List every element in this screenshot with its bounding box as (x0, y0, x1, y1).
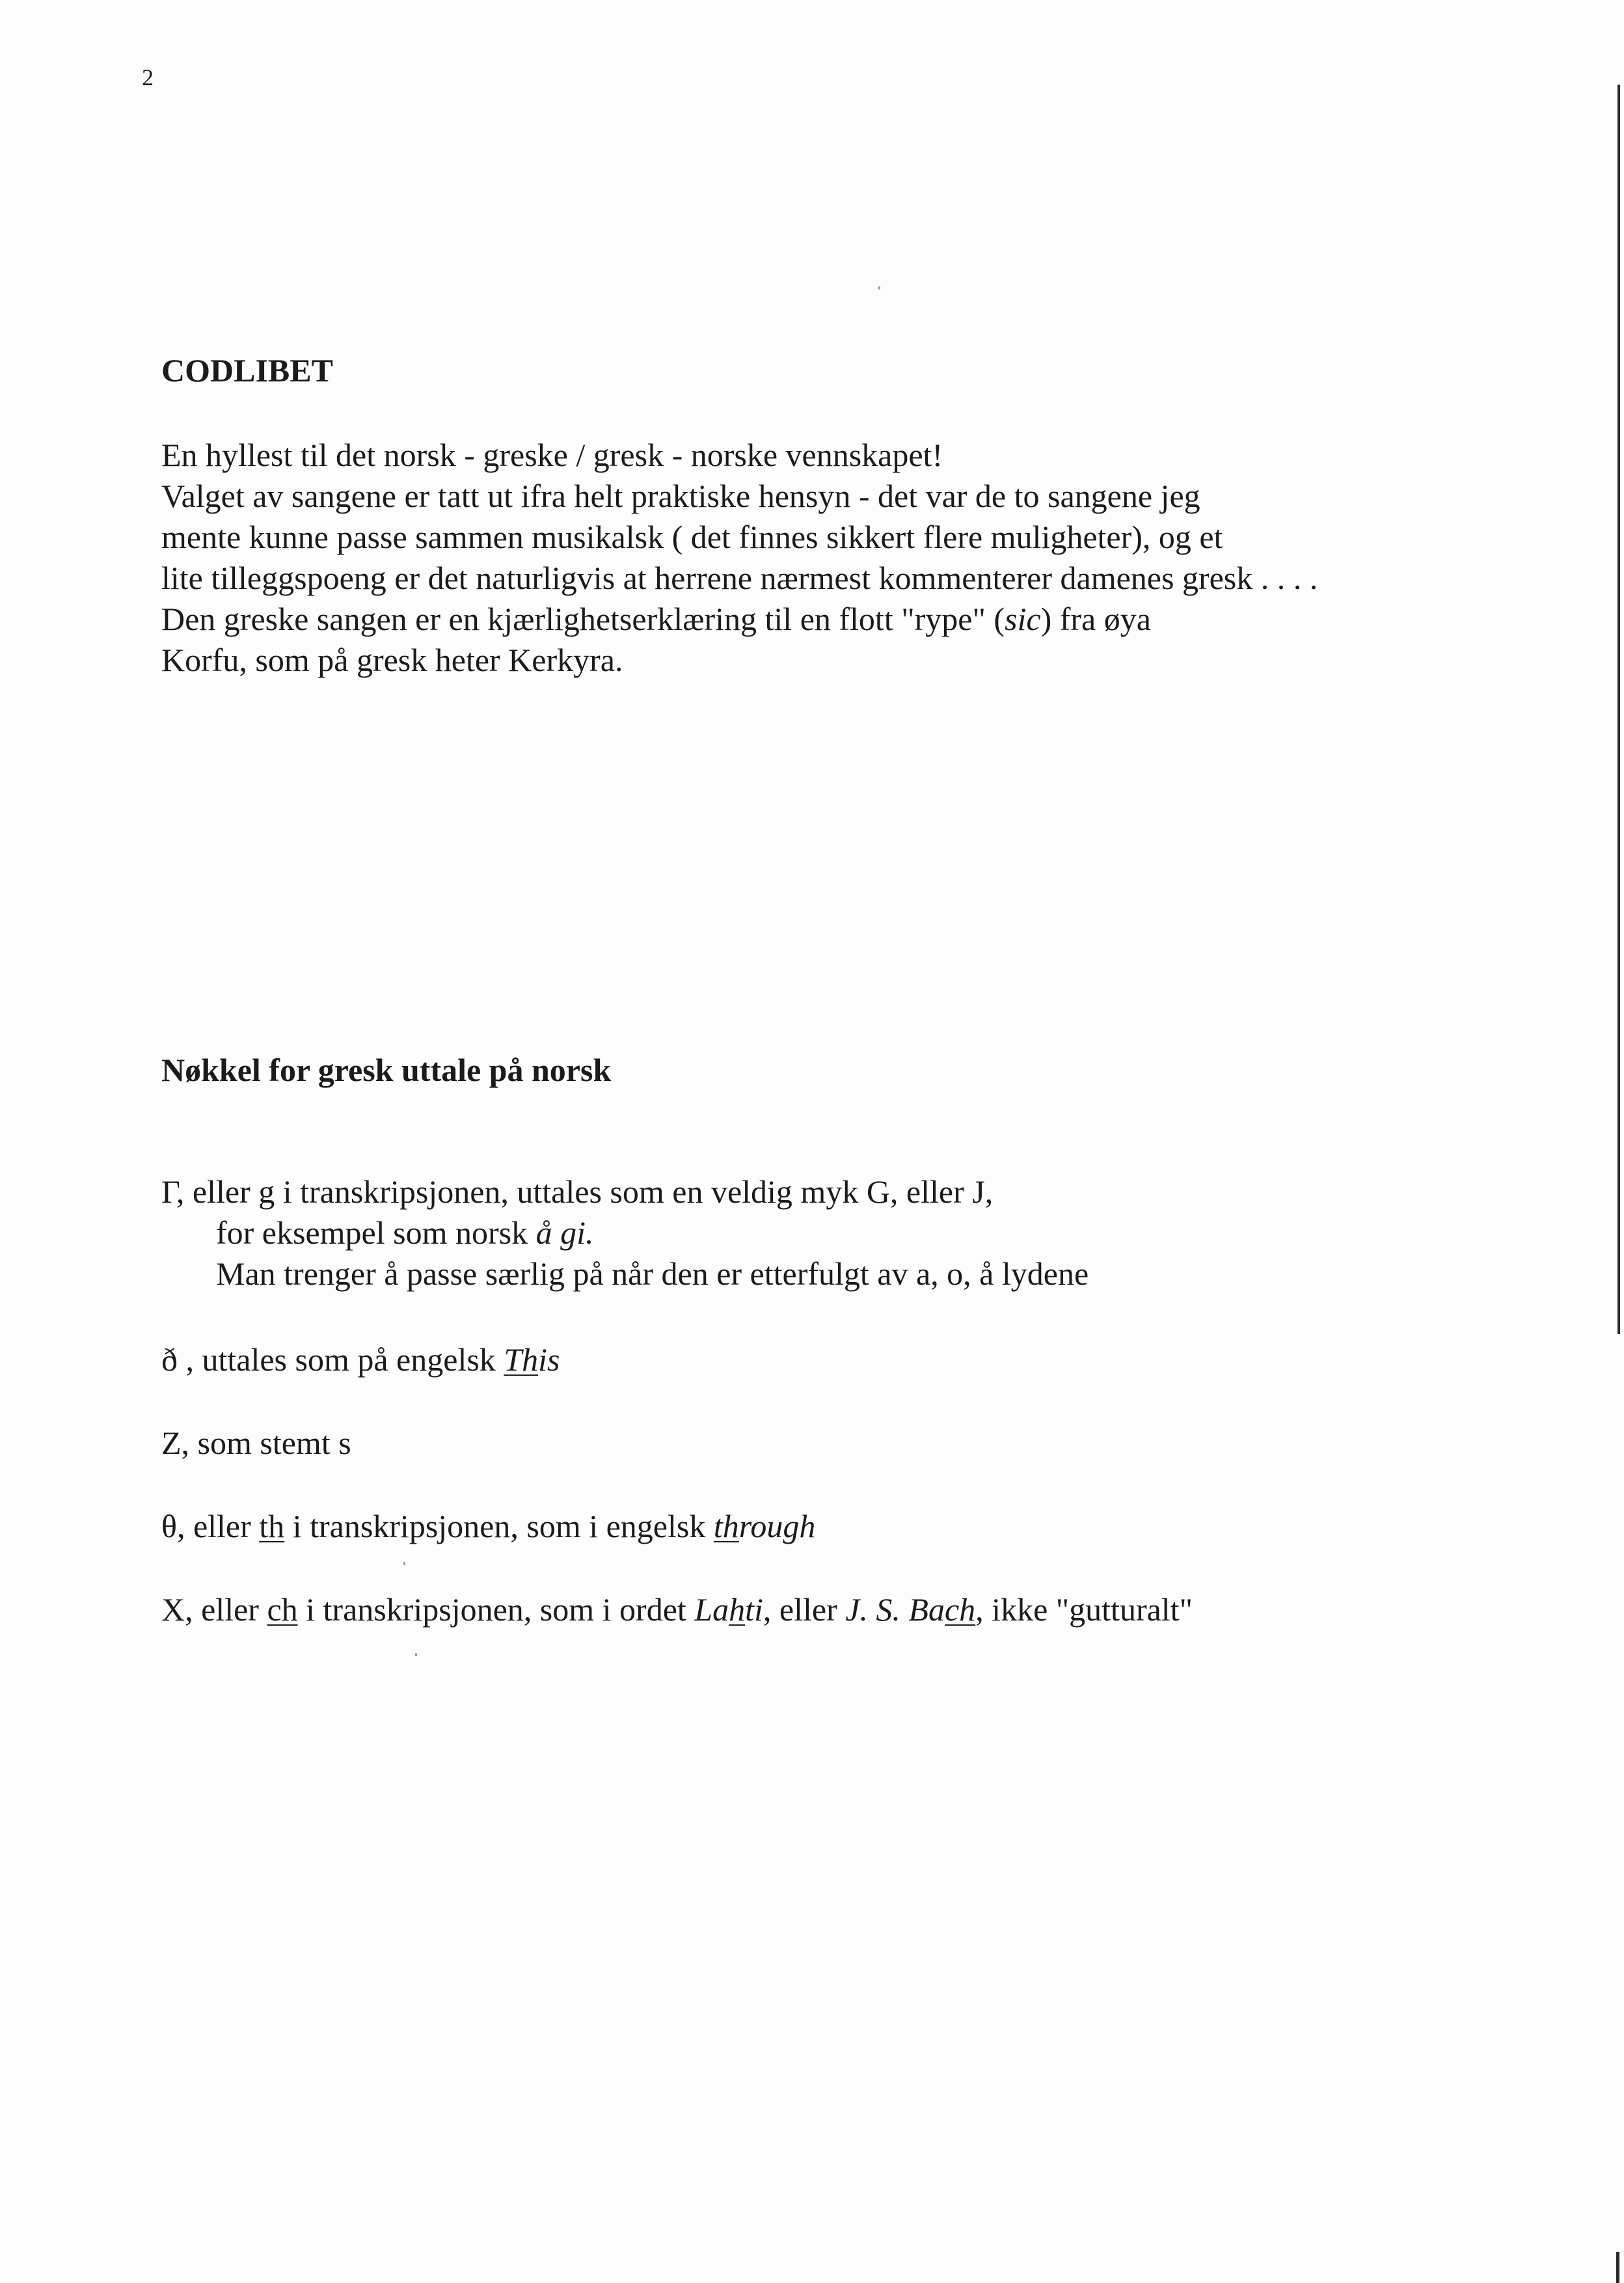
intro-line: mente kunne passe sammen musikalsk ( det finnes sikkert flere muligheter), og et (161, 519, 1223, 555)
key-entry-delta: ð , uttales som på engelsk This (161, 1341, 560, 1378)
gamma-line-2: for eksempel som norsk å gi. (216, 1214, 594, 1251)
section-title-codlibet: CODLIBET (161, 352, 333, 389)
intro-paragraph (161, 435, 1318, 681)
scan-edge-line (1617, 85, 1620, 1334)
gamma-line-1: Γ, eller g i transkripsjonen, uttales som en veldig myk G, eller J, (161, 1173, 994, 1210)
intro-line: Valget av sangene er tatt ut ifra helt praktiske hensyn - det var de to sangene jeg (161, 478, 1200, 514)
intro-line: lite tilleggspoeng er det naturligvis at herrene nærmest kommenterer damenes gresk . . . . (161, 560, 1318, 596)
scan-speck (878, 286, 880, 290)
intro-line: En hyllest til det norsk - greske / gresk - norske vennskapet! (161, 437, 943, 473)
intro-line: Korfu, som på gresk heter Kerkyra. (161, 642, 623, 678)
gamma-line-3: Man trenger å passe særlig på når den er etterfulgt av a, o, å lydene (216, 1255, 1089, 1292)
scan-edge-mark (1616, 2252, 1619, 2283)
intro-line: Den greske sangen er en kjærlighetserklæring til en flott "rype" (sic) fra øya (161, 601, 1151, 637)
page-number: 2 (142, 64, 154, 90)
key-entry-theta: θ, eller th i transkripsjonen, som i engelsk through (161, 1508, 816, 1544)
key-entry-gamma (161, 1171, 1089, 1294)
key-entry-zeta: Z, som stemt s (161, 1425, 351, 1461)
section-title-pronunciation-key: Nøkkel for gresk uttale på norsk (161, 1052, 612, 1088)
sic-word: sic (1005, 601, 1041, 637)
scan-speck (415, 1653, 417, 1656)
key-entry-chi: X, eller ch i transkripsjonen, som i ordet Lahti, eller J. S. Bach, ikke "gutturalt" (161, 1591, 1193, 1628)
scan-speck (403, 1562, 405, 1565)
